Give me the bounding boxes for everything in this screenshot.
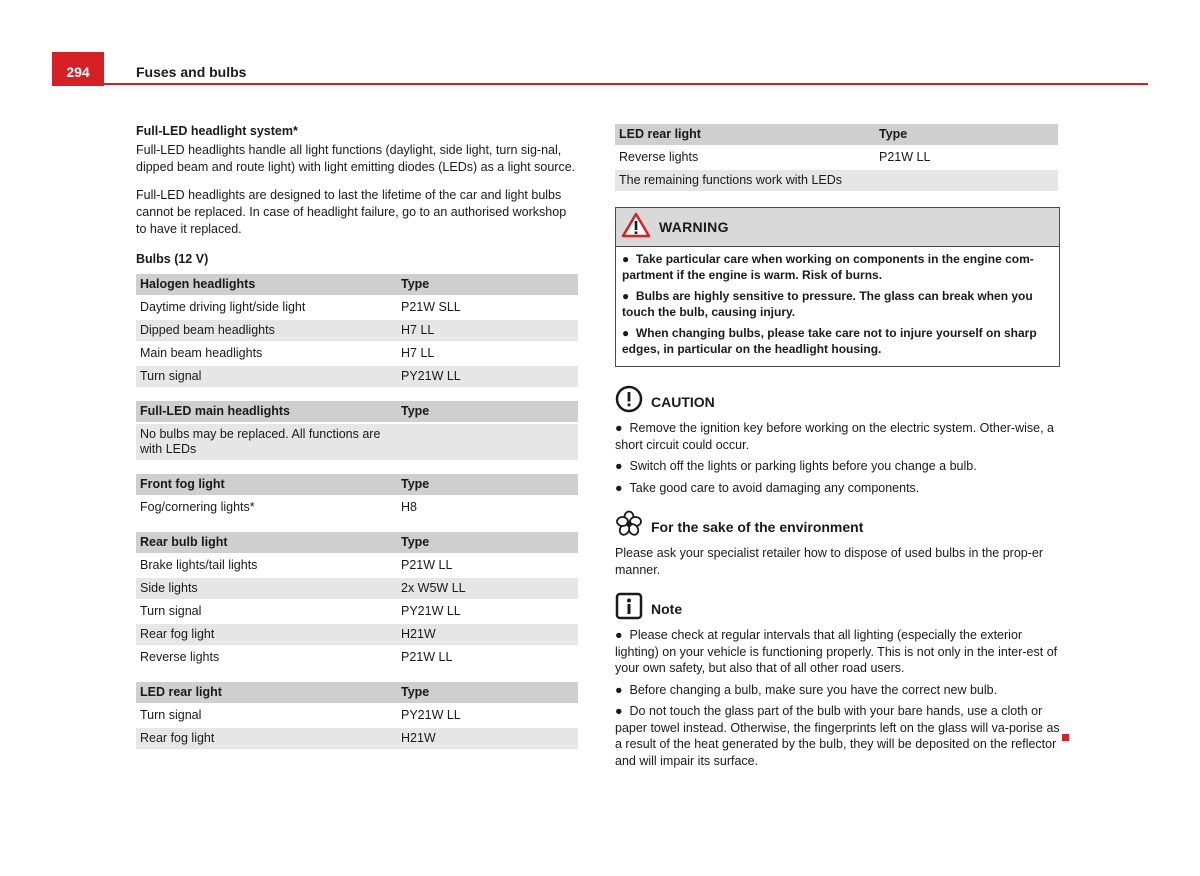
table-cell: P21W LL — [875, 146, 1058, 169]
table-header-cell: LED rear light — [615, 124, 875, 146]
right-column — [615, 124, 1061, 783]
table-cell: PY21W LL — [397, 365, 578, 388]
table-header-row — [136, 682, 578, 704]
caution-item: ● Switch off the lights or parking lights before you change a bulb. — [615, 459, 977, 473]
note-section — [615, 592, 1061, 769]
table-header-cell: Type — [875, 124, 1058, 146]
table-header-cell: Type — [397, 682, 578, 704]
table-cell: H7 LL — [397, 319, 578, 342]
table-cell: H21W — [397, 727, 578, 750]
table-cell: H21W — [397, 623, 578, 646]
note-title: Note — [651, 600, 683, 617]
table-cell: Rear fog light — [136, 623, 397, 646]
table-header-row — [136, 474, 578, 496]
table-row — [136, 704, 578, 727]
table-cell: 2x W5W LL — [397, 577, 578, 600]
table-row — [136, 727, 578, 750]
section-title: Fuses and bulbs — [136, 64, 247, 80]
info-note-icon — [615, 592, 643, 625]
table-cell: Fog/cornering lights* — [136, 496, 397, 519]
full-led-main-headlights-table — [136, 401, 578, 462]
table-header-cell: LED rear light — [136, 682, 397, 704]
environment-header — [615, 510, 1061, 543]
caution-item: ● Remove the ignition key before working on the electric system. Other-wise, a short circuit could occur. — [615, 421, 1054, 452]
table-cell: Turn signal — [136, 365, 397, 388]
table-cell: Main beam headlights — [136, 342, 397, 365]
led-rear-light-continued-table — [615, 124, 1058, 193]
warning-item: ● When changing bulbs, please take care not to injure yourself on sharp edges, in particular on the headlight housing. — [622, 326, 1037, 356]
table-header-row — [136, 532, 578, 554]
table-header-row — [136, 401, 578, 423]
table-cell: The remaining functions work with LEDs — [615, 169, 875, 192]
warning-triangle-icon — [621, 212, 651, 243]
table-row — [136, 365, 578, 388]
table-cell: No bulbs may be replaced. All functions are with LEDs — [136, 423, 397, 461]
table-cell: H7 LL — [397, 342, 578, 365]
note-item: ● Please check at regular intervals that all lighting (especially the exterior lighting) on your vehicle is functioning properly. This is not only in the inter-est of your own safety, but also that of all other road users. — [615, 628, 1058, 675]
table-cell: Reverse lights — [136, 646, 397, 669]
table-row — [136, 577, 578, 600]
table-cell: PY21W LL — [397, 704, 578, 727]
table-cell: Side lights — [136, 577, 397, 600]
table-cell: P21W LL — [397, 646, 578, 669]
flower-environment-icon — [615, 510, 643, 543]
led-rear-light-table — [136, 682, 578, 751]
table-header-cell: Type — [397, 532, 578, 554]
table-cell: Turn signal — [136, 600, 397, 623]
caution-title: CAUTION — [651, 393, 715, 410]
caution-header — [615, 385, 1061, 418]
table-cell: Turn signal — [136, 704, 397, 727]
table-cell: Dipped beam headlights — [136, 319, 397, 342]
note-item: ● Do not touch the glass part of the bulb with your bare hands, use a cloth or paper towel instead. Otherwise, the fingerprints left on the glass will va-porise as a result of the heat generated by the bulb, they will be deposited on the reflector and will impair its surface. — [615, 704, 1060, 768]
warning-body — [616, 247, 1059, 366]
table-header-cell: Halogen headlights — [136, 274, 397, 296]
table-cell: Daytime driving light/side light — [136, 296, 397, 319]
warning-box — [615, 207, 1060, 367]
front-fog-light-table — [136, 474, 578, 520]
table-row — [136, 623, 578, 646]
warning-item: ● Bulbs are highly sensitive to pressure. The glass can break when you touch the bulb, causing injury. — [622, 289, 1033, 319]
table-header-cell: Type — [397, 474, 578, 496]
table-row — [615, 146, 1058, 169]
table-cell: P21W LL — [397, 554, 578, 577]
halogen-headlights-table — [136, 274, 578, 389]
table-header-cell: Type — [397, 274, 578, 296]
warning-header — [616, 208, 1059, 247]
note-header — [615, 592, 1061, 625]
table-cell — [397, 423, 578, 461]
left-column — [136, 124, 578, 763]
table-row — [136, 423, 578, 461]
table-row — [136, 600, 578, 623]
table-cell: Reverse lights — [615, 146, 875, 169]
note-item: ● Before changing a bulb, make sure you have the correct new bulb. — [615, 682, 998, 697]
environment-text: Please ask your specialist retailer how to dispose of used bulbs in the prop-er manner. — [615, 546, 1044, 577]
warning-item: ● Take particular care when working on components in the engine com-partment if the engine is warm. Risk of burns. — [622, 252, 1034, 282]
table-header-cell: Rear bulb light — [136, 532, 397, 554]
table-header-row — [136, 274, 578, 296]
page-number: 294 — [52, 52, 104, 86]
table-row — [136, 296, 578, 319]
header-rule — [52, 83, 1148, 85]
caution-exclamation-icon — [615, 385, 643, 418]
table-header-cell: Front fog light — [136, 474, 397, 496]
table-row — [136, 496, 578, 519]
caution-section — [615, 385, 1061, 496]
table-cell: P21W SLL — [397, 296, 578, 319]
table-row — [136, 342, 578, 365]
table-row — [615, 169, 1058, 192]
system-heading: Full-LED headlight system* — [136, 124, 298, 138]
warning-title: WARNING — [659, 219, 729, 235]
table-header-cell: Type — [397, 401, 578, 423]
environment-section — [615, 510, 1061, 578]
environment-title: For the sake of the environment — [651, 518, 864, 535]
system-paragraph-2: Full-LED headlights are designed to last the lifetime of the car and light bulbs cannot be replaced. In case of headlight failure, go to an authorised workshop to have it replaced. — [136, 188, 567, 236]
table-row — [136, 554, 578, 577]
table-cell: PY21W LL — [397, 600, 578, 623]
rear-bulb-light-table — [136, 532, 578, 670]
system-paragraph-1: Full-LED headlights handle all light functions (daylight, side light, turn sig-nal, dipped beam and route light) with light emitting diodes (LEDs) as a light source. — [136, 143, 576, 174]
end-of-section-marker — [1062, 734, 1069, 741]
table-header-row — [615, 124, 1058, 146]
table-cell — [875, 169, 1058, 192]
table-header-cell: Full-LED main headlights — [136, 401, 397, 423]
table-row — [136, 319, 578, 342]
table-cell: Rear fog light — [136, 727, 397, 750]
caution-item: ● Take good care to avoid damaging any components. — [615, 480, 920, 495]
bulbs-heading: Bulbs (12 V) — [136, 252, 209, 266]
table-cell: H8 — [397, 496, 578, 519]
table-row — [136, 646, 578, 669]
page-header — [52, 52, 1148, 86]
table-cell: Brake lights/tail lights — [136, 554, 397, 577]
